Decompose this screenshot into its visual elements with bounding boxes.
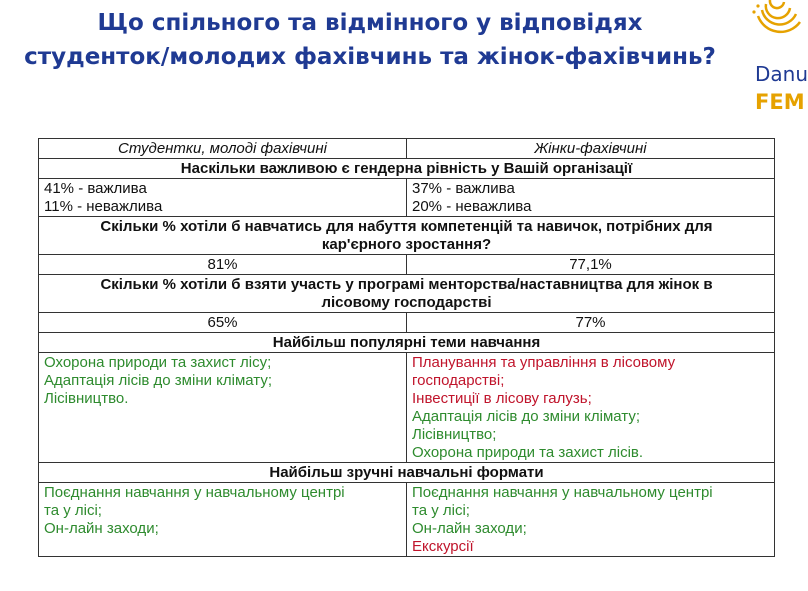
topics-students-item: Лісівництво. [44,390,129,407]
q2-answers-row [39,255,775,275]
title-line-2: студенток/молодих фахівчинь та жінок-фахівчинь? [24,44,716,70]
header-students: Студентки, молоді фахівчині [39,139,407,159]
logo-rings-icon [752,0,800,50]
formats-professionals-item: та у лісі; [412,502,470,519]
logo-text-fem: FEM [755,90,805,114]
q3-title-line-1: Скільки % хотіли б взяти участь у програмі менторства/наставництва для жінок в [100,276,713,293]
formats-students-item: та у лісі; [44,502,102,519]
q1-students-cell [39,179,407,217]
title-line-1: Що спільного та відмінного у відповідях [97,10,643,36]
formats-title-row [39,463,775,483]
formats-students-item: Поєднання навчання у навчальному центрі [44,484,345,501]
topics-professionals-item: господарстві; [412,372,505,389]
q1-professionals-cell [407,179,775,217]
topics-answers-row [39,353,775,463]
q3-title [39,275,775,313]
logo-text-danu: Danu [755,62,808,86]
q1-title-row [39,159,775,179]
header-row [39,139,775,159]
q1-students-important: 41% - важлива [44,180,147,197]
topics-professionals-item: Охорона природи та захист лісів. [412,444,644,461]
topics-students-item: Охорона природи та захист лісу; [44,354,272,371]
q1-students-unimportant: 11% - неважлива [44,198,163,215]
q3-professionals-value: 77% [407,313,775,333]
q2-title-line-2: кар'єрного зростання? [321,236,492,253]
formats-students-cell [39,483,407,557]
topics-professionals-item: Інвестиції в лісову галузь; [412,390,592,407]
q3-title-row [39,275,775,313]
formats-professionals-item: Он-лайн заходи; [412,520,527,537]
q1-professionals-important: 37% - важлива [412,180,515,197]
q2-professionals-value: 77,1% [407,255,775,275]
topics-professionals-cell [407,353,775,463]
formats-professionals-cell [407,483,775,557]
header-professionals: Жінки-фахівчині [407,139,775,159]
topics-professionals-item: Лісівництво; [412,426,497,443]
danufem-logo [752,0,808,130]
formats-students-item: Он-лайн заходи; [44,520,159,537]
q3-title-line-2: лісовому господарстві [321,294,492,311]
q2-title-line-1: Скільки % хотіли б навчатись для набуття компетенцій та навичок, потрібних для [100,218,713,235]
q2-title-row [39,217,775,255]
topics-professionals-item: Планування та управління в лісовому [412,354,676,371]
q1-professionals-unimportant: 20% - неважлива [412,198,532,215]
comparison-table [38,138,775,557]
topics-students-cell [39,353,407,463]
topics-title-row [39,333,775,353]
q1-title: Наскільки важливою є гендерна рівність у Вашій організації [39,159,775,179]
formats-answers-row [39,483,775,557]
topics-title: Найбільш популярні теми навчання [39,333,775,353]
q3-answers-row [39,313,775,333]
topics-students-item: Адаптація лісів до зміни клімату; [44,372,272,389]
q1-answers-row [39,179,775,217]
q2-students-value: 81% [39,255,407,275]
topics-professionals-item: Адаптація лісів до зміни клімату; [412,408,640,425]
formats-professionals-item: Екскурсії [412,538,474,555]
slide-title [0,6,740,74]
q3-students-value: 65% [39,313,407,333]
q2-title [39,217,775,255]
formats-title: Найбільш зручні навчальні формати [39,463,775,483]
formats-professionals-item: Поєднання навчання у навчальному центрі [412,484,713,501]
